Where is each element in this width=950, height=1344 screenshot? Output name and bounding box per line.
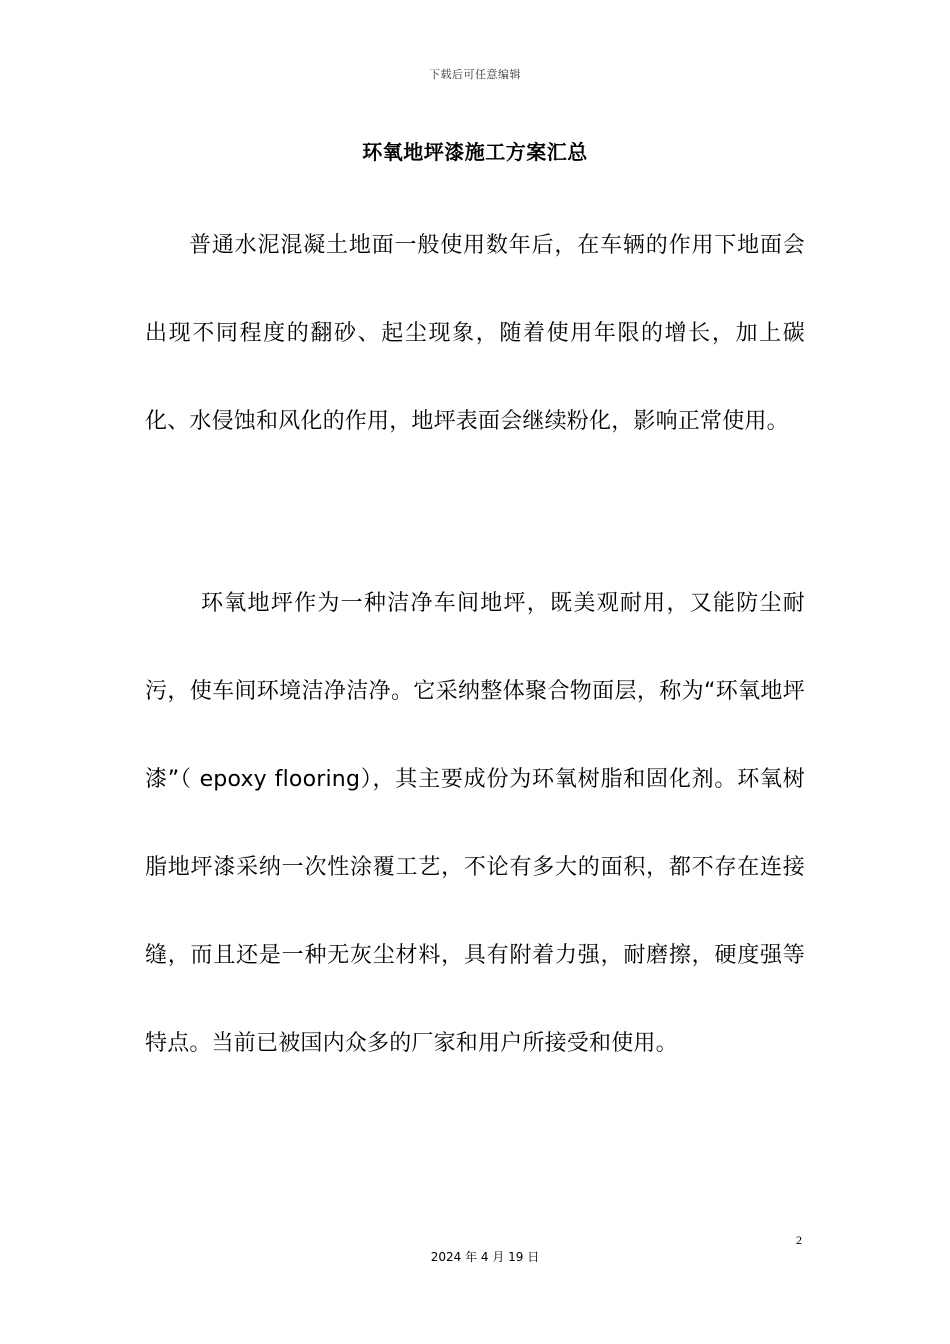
body-paragraph-1: 普通水泥混凝土地面一般使用数年后，在车辆的作用下地面会出现不同程度的翻砂、起尘现象，随着使用年限的增长，加上碳化、水侵蚀和风化的作用，地坪表面会继续粉化，影响正常使用。 bbox=[145, 233, 805, 434]
footer-date: 2024 年 4 月 19 日 bbox=[430, 1250, 540, 1264]
body-paragraph-2: 环氧地坪作为一种洁净车间地坪，既美观耐用，又能防尘耐污，使车间环境洁净洁净。它采纳整体聚合物面层，称为“环氧地坪漆”（ epoxy flooring），其主要成份为环氧树脂和固化剂。环氧树脂地坪漆采纳一次性涂覆工艺，不论有多大的面积，都不存在连接缝，而且还是一种无灰尘材料，具有附着力强，耐磨擦，硬度强等特点。当前已被国内众多的厂家和用户所接受和使用。 bbox=[145, 591, 805, 1056]
document-title: 环氧地坪漆施工方案汇总 bbox=[362, 140, 588, 164]
page-number: 2 bbox=[796, 1233, 802, 1247]
header-note: 下载后可任意编辑 bbox=[429, 68, 521, 81]
